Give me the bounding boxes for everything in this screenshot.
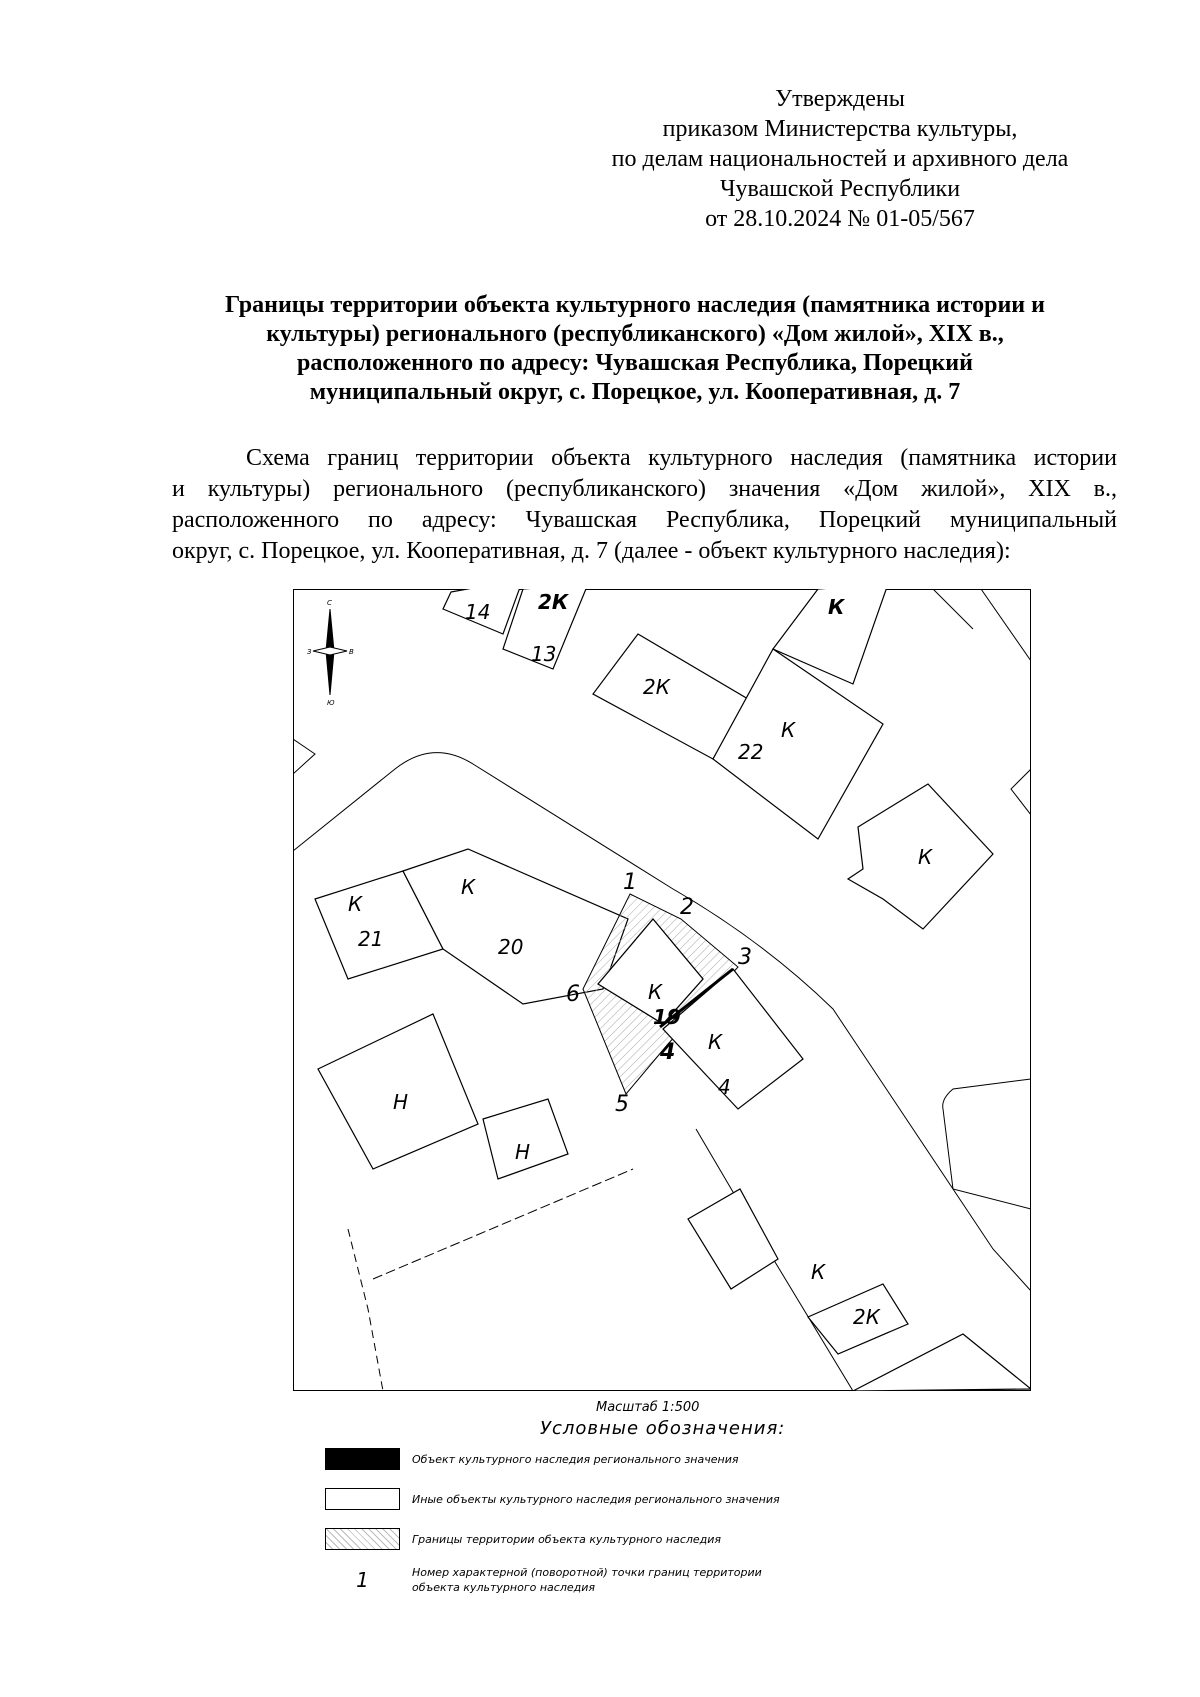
legend-label: Объект культурного наследия регионального значения [412,1452,739,1466]
legend-label: Иные объекты культурного наследия регионального значения [412,1492,780,1506]
title-line: муниципальный округ, с. Порецкое, ул. Кооперативная, д. 7 [309,379,961,405]
svg-text:Ю: Ю [327,699,335,707]
map-label: К [461,875,476,899]
map-label: К [348,892,363,916]
legend-label-line: объекта культурного наследия [412,1581,595,1594]
document-title [170,291,1100,407]
paragraph-line: Схема границ территории объекта культурного наследия (памятника истории [246,445,1117,471]
legend-label-line: Номер характерной (поворотной) точки границ территории [412,1566,762,1579]
boundary-point-label: 2 [680,895,694,920]
map-label: 20 [498,935,524,959]
map-label: 2К [538,590,569,614]
legend-title: Условные обозначения: [540,1418,786,1439]
map-scale: Масштаб 1:500 [596,1400,700,1415]
title-line: Границы территории объекта культурного наследия (памятника истории и [225,292,1045,318]
approval-line: Чувашской Республики [719,176,961,202]
map-label: 14 [465,600,491,624]
map-label: К [811,1260,826,1284]
map-label: 4 [718,1075,731,1099]
boundary-map [293,589,1031,1391]
map-label: 22 [738,740,764,764]
approval-date: от 28.10.2024 № 01-05/567 [705,206,975,232]
legend-item [325,1488,780,1510]
paragraph-line: округ, с. Порецкое, ул. Кооперативная, д. 7 (далее - объект культурного наследия): [172,538,1011,564]
map-label: К [781,718,796,742]
title-line: культуры) регионального (республиканского) «Дом жилой», XIX в., [266,321,1004,347]
boundary-point-label: 1 [623,870,637,895]
boundary-point-label: 6 [566,982,580,1007]
approval-line: по делам национальностей и архивного дела [611,146,1069,172]
map-label: Н [393,1090,409,1114]
legend-item [325,1528,721,1550]
approval-line: Утверждены [775,86,905,112]
map-label: 13 [531,642,557,666]
map-label: 2К [643,675,670,699]
svg-text:В: В [349,648,354,656]
map-label: К [648,980,663,1004]
svg-text:С: С [327,599,332,607]
approval-stamp [560,84,1120,234]
map-label: 21 [358,927,384,951]
map-label: К [828,595,845,619]
legend-swatch-hatch [325,1528,400,1550]
map-label: К [708,1030,723,1054]
legend-label [412,1565,762,1595]
approval-line: приказом Министерства культуры, [662,116,1018,142]
boundary-point-label: 3 [738,945,752,970]
legend-item [325,1565,762,1595]
title-line: расположенного по адресу: Чувашская Республика, Порецкий [297,350,973,376]
map-label: Н [515,1140,531,1164]
paragraph-line: и культуры) регионального (республиканского) значения «Дом жилой», XIX в., [172,476,1117,502]
boundary-point-label: 4 [660,1040,676,1065]
map-label: 2К [853,1305,880,1329]
legend-swatch-white [325,1488,400,1510]
paragraph-line: расположенного по адресу: Чувашская Республика, Порецкий муниципальный [172,507,1117,533]
map-label: 19 [653,1005,681,1029]
legend-item [325,1448,738,1470]
body-paragraph [172,443,1117,567]
map-label: К [918,845,933,869]
legend-swatch-black [325,1448,400,1470]
svg-text:З: З [307,648,312,656]
legend-point-mark: 1 [356,1568,369,1592]
legend-label: Границы территории объекта культурного наследия [412,1532,722,1546]
boundary-point-label: 5 [615,1092,629,1117]
